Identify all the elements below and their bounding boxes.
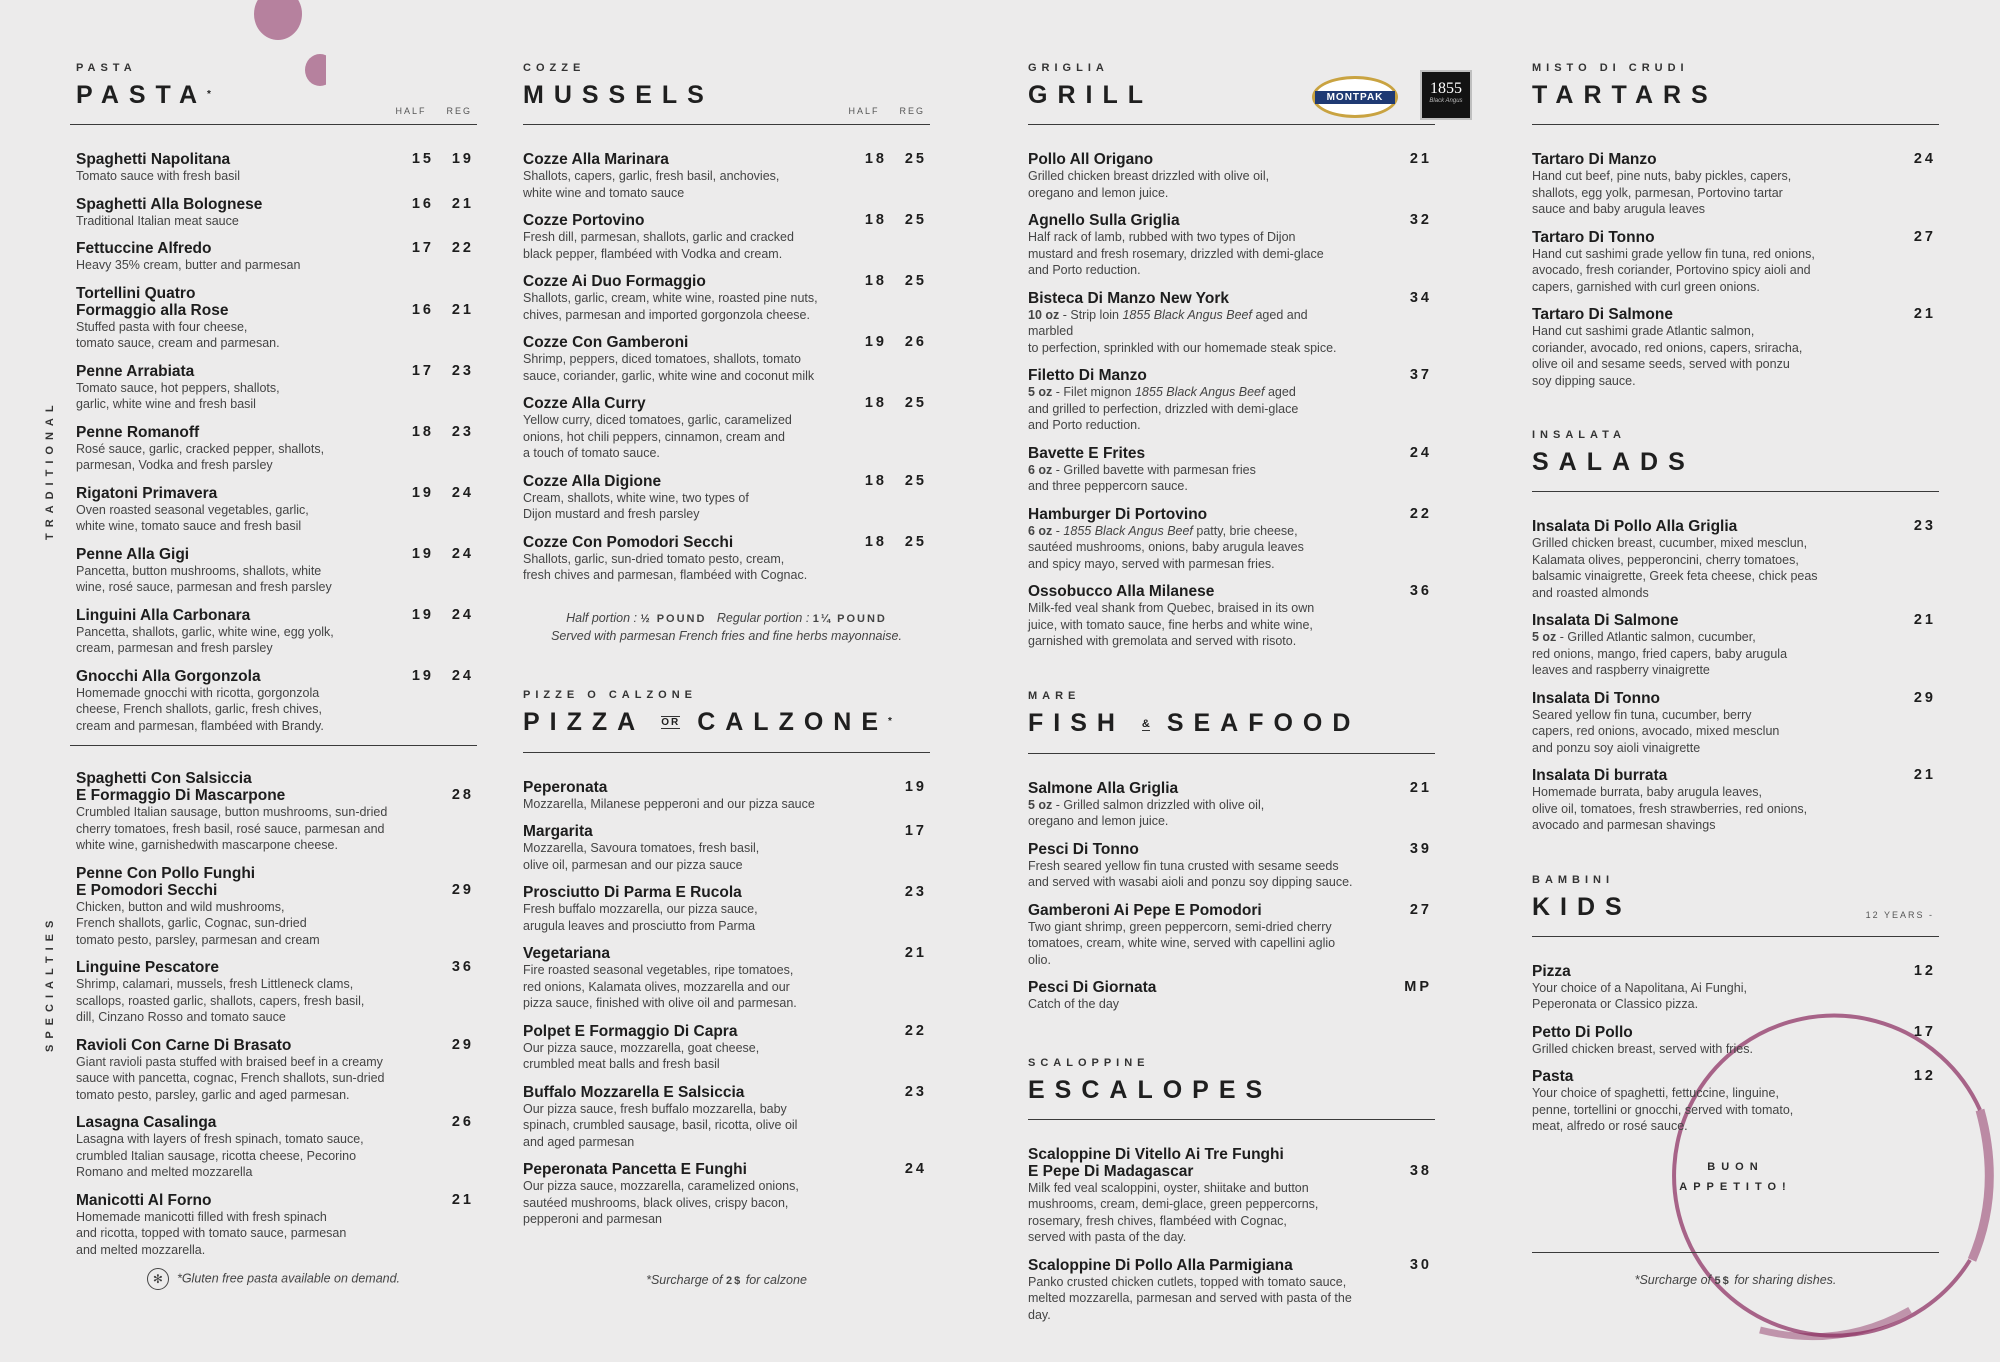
wheat-icon: ✻	[147, 1268, 169, 1290]
kids-section	[1532, 874, 1939, 922]
menu-item: Insalata Di Pollo Alla Griglia Grilled chicken breast, cucumber, mixed mesclun, Kalamata olives, pepperoncini, cherry tomatoes, balsamic vinaigrette, Greek feta cheese, chick peas and roasted almonds 23	[1532, 518, 1936, 600]
salads-kicker: INSALATA	[1532, 429, 1626, 441]
mussels-rule	[523, 124, 930, 125]
menu-item: Pasta Your choice of spaghetti, fettuccine, linguine, penne, tortellini or gnocchi, served with tomato, meat, alfredo or rosé sauce. 12	[1532, 1068, 1936, 1133]
pizza-rule	[523, 752, 930, 753]
pasta-kicker: PASTA	[76, 62, 137, 74]
escalopes-kicker: SCALOPPINE	[1028, 1056, 1150, 1069]
menu-item: Prosciutto Di Parma E Rucola Fresh buffalo mozzarella, our pizza sauce, arugula leaves and prosciutto from Parma 23	[523, 884, 927, 933]
tartars-rule	[1532, 124, 1939, 125]
menu-item: Cozze Alla Marinara Shallots, capers, garlic, fresh basil, anchovies, white wine and tomato sauce 18 25	[523, 151, 927, 200]
tartars-list	[1532, 151, 1939, 389]
kids-kicker: BAMBINI	[1532, 873, 1615, 886]
fish-section	[1028, 690, 1435, 739]
menu-item: Scaloppine Di Vitello Ai Tre Funghi E Pepe Di Madagascar Milk fed veal scaloppini, oyster, shiitake and button mushrooms, cream, demi-glace, green peppercorns, rosemary, fresh chives, flambéed with Cognac, served with pasta of the day. 38	[1028, 1145, 1432, 1245]
1855-black-angus-logo: 1855 Black Angus	[1420, 70, 1472, 120]
escalopes-section	[1028, 1057, 1435, 1105]
menu-item: Pesci Di Tonno Fresh seared yellow fin tuna crusted with sesame seeds and served with wasabi aioli and ponzu soy dipping sauce. 39	[1028, 840, 1432, 890]
menu-item: Lasagna Casalinga Lasagna with layers of fresh spinach, tomato sauce, crumbled Italian sausage, ricotta cheese, Pecorino Romano and melted mozzarella 26	[76, 1114, 474, 1179]
menu-item: Penne Alla Gigi Pancetta, button mushrooms, shallots, white wine, rosé sauce, parmesan and fresh parsley 19 24	[76, 545, 474, 594]
mussels-pizza-column	[523, 62, 930, 1287]
menu-item: Insalata Di Tonno Seared yellow fin tuna, cucumber, berry capers, red onions, avocado, mixed mesclun and ponzu soy aioli vinaigrette 29	[1532, 689, 1936, 755]
kids-age-label: 12 YEARS -	[1865, 909, 1934, 920]
menu-item: Peperonata Mozzarella, Milanese pepperoni and our pizza sauce 19	[523, 778, 927, 811]
salads-rule	[1532, 491, 1939, 492]
menu-item: Cozze Con Gamberoni Shrimp, peppers, diced tomatoes, shallots, tomato sauce, coriander, garlic, white wine and coconut milk 19 26	[523, 334, 927, 383]
menu-item: Penne Romanoff Rosé sauce, garlic, cracked pepper, shallots, parmesan, Vodka and fresh parsley 18 23	[76, 423, 474, 472]
pizza-kicker: PIZZE O CALZONE	[523, 688, 697, 701]
menu-item: Bisteca Di Manzo New York 10 oz - Strip loin 1855 Black Angus Beef aged and marbled to perfection, sprinkled with our homemade steak spice. 34	[1028, 289, 1432, 355]
mussels-list	[523, 151, 930, 584]
buon-appetito: BUON APPETITO!	[1679, 1160, 1792, 1193]
menu-item: Cozze Alla Curry Yellow curry, diced tomatoes, garlic, caramelized onions, hot chili peppers, cinnamon, cream and a touch of tomato sauce. 18 25	[523, 395, 927, 460]
menu-item: Pollo All Origano Grilled chicken breast drizzled with olive oil, oregano and lemon juice. 21	[1028, 151, 1432, 200]
pasta-rule	[70, 124, 477, 125]
menu-item: Rigatoni Primavera Oven roasted seasonal vegetables, garlic, white wine, tomato sauce and fresh basil 19 24	[76, 484, 474, 533]
menu-item: Manicotti Al Forno Homemade manicotti filled with fresh spinach and ricotta, topped with tomato sauce, parmesan and melted mozzarella. 21	[76, 1191, 474, 1257]
gluten-free-note: ✻ *Gluten free pasta available on demand.	[70, 1268, 477, 1290]
pizza-section	[523, 689, 930, 738]
menu-item: Salmone Alla Griglia 5 oz - Grilled salmon drizzled with olive oil, oregano and lemon juice. 21	[1028, 779, 1432, 829]
fish-kicker: MARE	[1028, 689, 1081, 702]
grill-section	[1028, 62, 1435, 110]
pasta-section	[70, 62, 477, 116]
menu-item: Filetto Di Manzo 5 oz - Filet mignon 1855 Black Angus Beef aged and grilled to perfection, drizzled with demi-glace and Porto reduction. 37	[1028, 367, 1432, 432]
escalopes-title: ESCALOPES	[1028, 1075, 1273, 1104]
menu-item: Ossobucco Alla Milanese Milk-fed veal shank from Quebec, braised in its own juice, with tomato sauce, fine herbs and white wine, garnished with gremolata and served with risoto. 36	[1028, 583, 1432, 648]
menu-item: Vegetariana Fire roasted seasonal vegetables, ripe tomatoes, red onions, Kalamata olives, mozzarella and our pizza sauce, finished with olive oil and parmesan. 21	[523, 945, 927, 1011]
tartars-title: TARTARS	[1532, 81, 1718, 109]
menu-item: Margarita Mozzarella, Savoura tomatoes, fresh basil, olive oil, parmesan and our pizza sauce 17	[523, 823, 927, 872]
menu-item: Gnocchi Alla Gorgonzola Homemade gnocchi with ricotta, gorgonzola cheese, French shallots, garlic, fresh chives, cream and parmesan, flambéed with Brandy. 19 24	[76, 667, 474, 733]
menu-item: Spaghetti Alla Bolognese Traditional Italian meat sauce 16 21	[76, 195, 474, 228]
pasta-title: PASTA*	[76, 81, 211, 109]
kids-rule	[1532, 936, 1939, 937]
pasta-specialties-list	[70, 770, 477, 1258]
menu-item: Petto Di Pollo Grilled chicken breast, served with fries. 17	[1532, 1023, 1936, 1056]
mussels-kicker: COZZE	[523, 62, 586, 74]
menu-item: Buffalo Mozzarella E Salsiccia Our pizza sauce, fresh buffalo mozzarella, baby spinach, crumbled sausage, basil, ricotta, olive oil and aged parmesan 23	[523, 1083, 927, 1149]
menu-item: Bavette E Frites 6 oz - Grilled bavette with parmesan fries and three peppercorn sauce. 24	[1028, 444, 1432, 493]
fish-title: FISH & SEAFOOD	[1028, 708, 1361, 737]
kids-title: KIDS	[1532, 892, 1632, 921]
mussels-portion-note: Half portion : ½ POUND Regular portion : 1¼ POUND Served with parmesan French fries and fine herbs mayonnaise.	[551, 610, 902, 643]
menu-item: Pizza Your choice of a Napolitana, Ai Funghi, Peperonata or Classico pizza. 12	[1532, 962, 1936, 1011]
menu-item: Peperonata Pancetta E Funghi Our pizza sauce, mozzarella, caramelized onions, sautéed mushrooms, black olives, crispy bacon, pepperoni and parmesan 24	[523, 1161, 927, 1227]
calzone-surcharge-note: *Surcharge of 2$ for calzone	[646, 1273, 807, 1287]
pasta-size-headers: HALF REG	[395, 106, 472, 116]
page-bottom	[70, 1252, 1940, 1253]
salads-list	[1532, 518, 1939, 834]
pasta-traditional-list	[70, 151, 477, 734]
fish-rule	[1028, 753, 1435, 754]
salads-section	[1532, 429, 1939, 477]
menu-item: Insalata Di Salmone 5 oz - Grilled Atlantic salmon, cucumber, red onions, mango, fried capers, baby arugula leaves and raspberry vinaigrette 21	[1532, 612, 1936, 677]
menu-item: Agnello Sulla Griglia Half rack of lamb, rubbed with two types of Dijon mustard and fresh rosemary, drizzled with demi-glace and Porto reduction. 32	[1028, 212, 1432, 277]
grill-kicker: GRIGLIA	[1028, 62, 1109, 74]
menu-item: Linguine Pescatore Shrimp, calamari, mussels, fresh Littleneck clams, scallops, roasted garlic, shallots, capers, fresh basil, dill, Cinzano Rosso and tomato sauce 36	[76, 959, 474, 1024]
menu-item: Gamberoni Ai Pepe E Pomodori Two giant shrimp, green peppercorn, semi-dried cherry tomatoes, cream, white wine, served with capellini aglio olio. 27	[1028, 901, 1432, 967]
grill-column	[1028, 62, 1435, 1334]
menu-item: Linguini Alla Carbonara Pancetta, shallots, garlic, white wine, egg yolk, cream, parmesan and fresh parsley 19 24	[76, 606, 474, 655]
menu-item: Fettuccine Alfredo Heavy 35% cream, butter and parmesan 17 22	[76, 240, 474, 272]
specialties-side-label: SPECIALTIES	[44, 914, 56, 1052]
menu-item: Cozze Ai Duo Formaggio Shallots, garlic, cream, white wine, roasted pine nuts, chives, parmesan and imported gorgonzola cheese. 18 25	[523, 273, 927, 322]
menu-item: Tartaro Di Manzo Hand cut beef, pine nuts, baby pickles, capers, shallots, egg yolk, parmesan, Portovino tartar sauce and baby arugula leaves 24	[1532, 151, 1936, 216]
tartars-kicker: MISTO DI CRUDI	[1532, 62, 1689, 74]
salads-title: SALADS	[1532, 448, 1695, 476]
pizza-title: PIZZA OR CALZONE*	[523, 707, 892, 736]
pasta-column	[70, 62, 477, 1286]
mussels-title: MUSSELS	[523, 81, 714, 109]
menu-item: Tortellini Quatro Formaggio alla Rose Stuffed pasta with four cheese, tomato sauce, cream and parmesan. 16 21	[76, 284, 474, 350]
grill-title: GRILL	[1028, 81, 1153, 109]
menu-item: Ravioli Con Carne Di Brasato Giant ravioli pasta stuffed with braised beef in a creamy sauce with pancetta, cognac, French shallots, sun-dried tomato pesto, parsley, garlic and aged parmesan. 29	[76, 1036, 474, 1102]
grill-list	[1028, 151, 1435, 650]
menu-item: Insalata Di burrata Homemade burrata, baby arugula leaves, olive oil, tomatoes, fresh strawberries, red onions, avocado and parmesan shavings 21	[1532, 767, 1936, 832]
menu-item: Hamburger Di Portovino 6 oz - 1855 Black Angus Beef patty, brie cheese, sautéed mushrooms, onions, baby arugula leaves and spicy mayo, served with parmesan fries. 22	[1028, 505, 1432, 571]
menu-item: Spaghetti Con Salsiccia E Formaggio Di Mascarpone Crumbled Italian sausage, button mushrooms, sun-dried cherry tomatoes, fresh basil, rosé sauce, parmesan and white wine, garnishedwith mascarpone cheese. 28	[76, 770, 474, 852]
montpak-logo: MONTPAK	[1312, 76, 1398, 118]
pizza-list	[523, 779, 930, 1228]
menu-item: Tartaro Di Salmone Hand cut sashimi grade Atlantic salmon, coriander, avocado, red onions, capers, sriracha, olive oil and sesame seeds, served with ponzu soy dipping sauce. 21	[1532, 306, 1936, 388]
menu-item: Cozze Con Pomodori Secchi Shallots, garlic, sun-dried tomato pesto, cream, fresh chives and parmesan, flambéed with Cognac. 18 25	[523, 533, 927, 582]
tartars-column	[1532, 62, 1939, 1287]
menu-item: Cozze Alla Digione Cream, shallots, white wine, two types of Dijon mustard and fresh parsley 18 25	[523, 472, 927, 521]
tartars-section	[1532, 62, 1939, 110]
menu-item: Polpet E Formaggio Di Capra Our pizza sauce, mozzarella, goat cheese, crumbled meat balls and fresh basil 22	[523, 1022, 927, 1072]
menu-item: Penne Arrabiata Tomato sauce, hot peppers, shallots, garlic, white wine and fresh basil 17 23	[76, 362, 474, 411]
grill-rule	[1028, 124, 1435, 125]
menu-item: Scaloppine Di Pollo Alla Parmigiana Panko crusted chicken cutlets, topped with tomato sauce, melted mozzarella, parmesan and served with pasta of the day. 30	[1028, 1256, 1432, 1322]
menu-item: Penne Con Pollo Funghi E Pomodori Secchi Chicken, button and wild mushrooms, French shallots, garlic, Cognac, sun-dried tomato pesto, parsley, parmesan and cream 29	[76, 864, 474, 947]
sharing-surcharge-note: *Surcharge of 5$ for sharing dishes.	[1634, 1273, 1837, 1287]
mussels-section: COZZE MUSSELS HALF REG	[523, 62, 930, 110]
fish-list	[1028, 780, 1435, 1013]
menu-item: Pesci Di Giornata Catch of the day MP	[1028, 979, 1432, 1012]
traditional-side-label: TRADITIONAL	[44, 399, 56, 540]
menu-item: Cozze Portovino Fresh dill, parmesan, shallots, garlic and cracked black pepper, flambéed with Vodka and cream. 18 25	[523, 212, 927, 261]
escalopes-list	[1028, 1146, 1435, 1324]
menu-item: Spaghetti Napolitana Tomato sauce with fresh basil 15 19	[76, 151, 474, 183]
menu-item: Tartaro Di Tonno Hand cut sashimi grade yellow fin tuna, red onions, avocado, fresh coriander, Portovino spicy aioli and capers, garnished with curl green onions. 27	[1532, 228, 1936, 294]
pasta-specialties-rule	[70, 745, 477, 746]
escalopes-rule	[1028, 1119, 1435, 1120]
kids-list	[1532, 963, 1939, 1135]
